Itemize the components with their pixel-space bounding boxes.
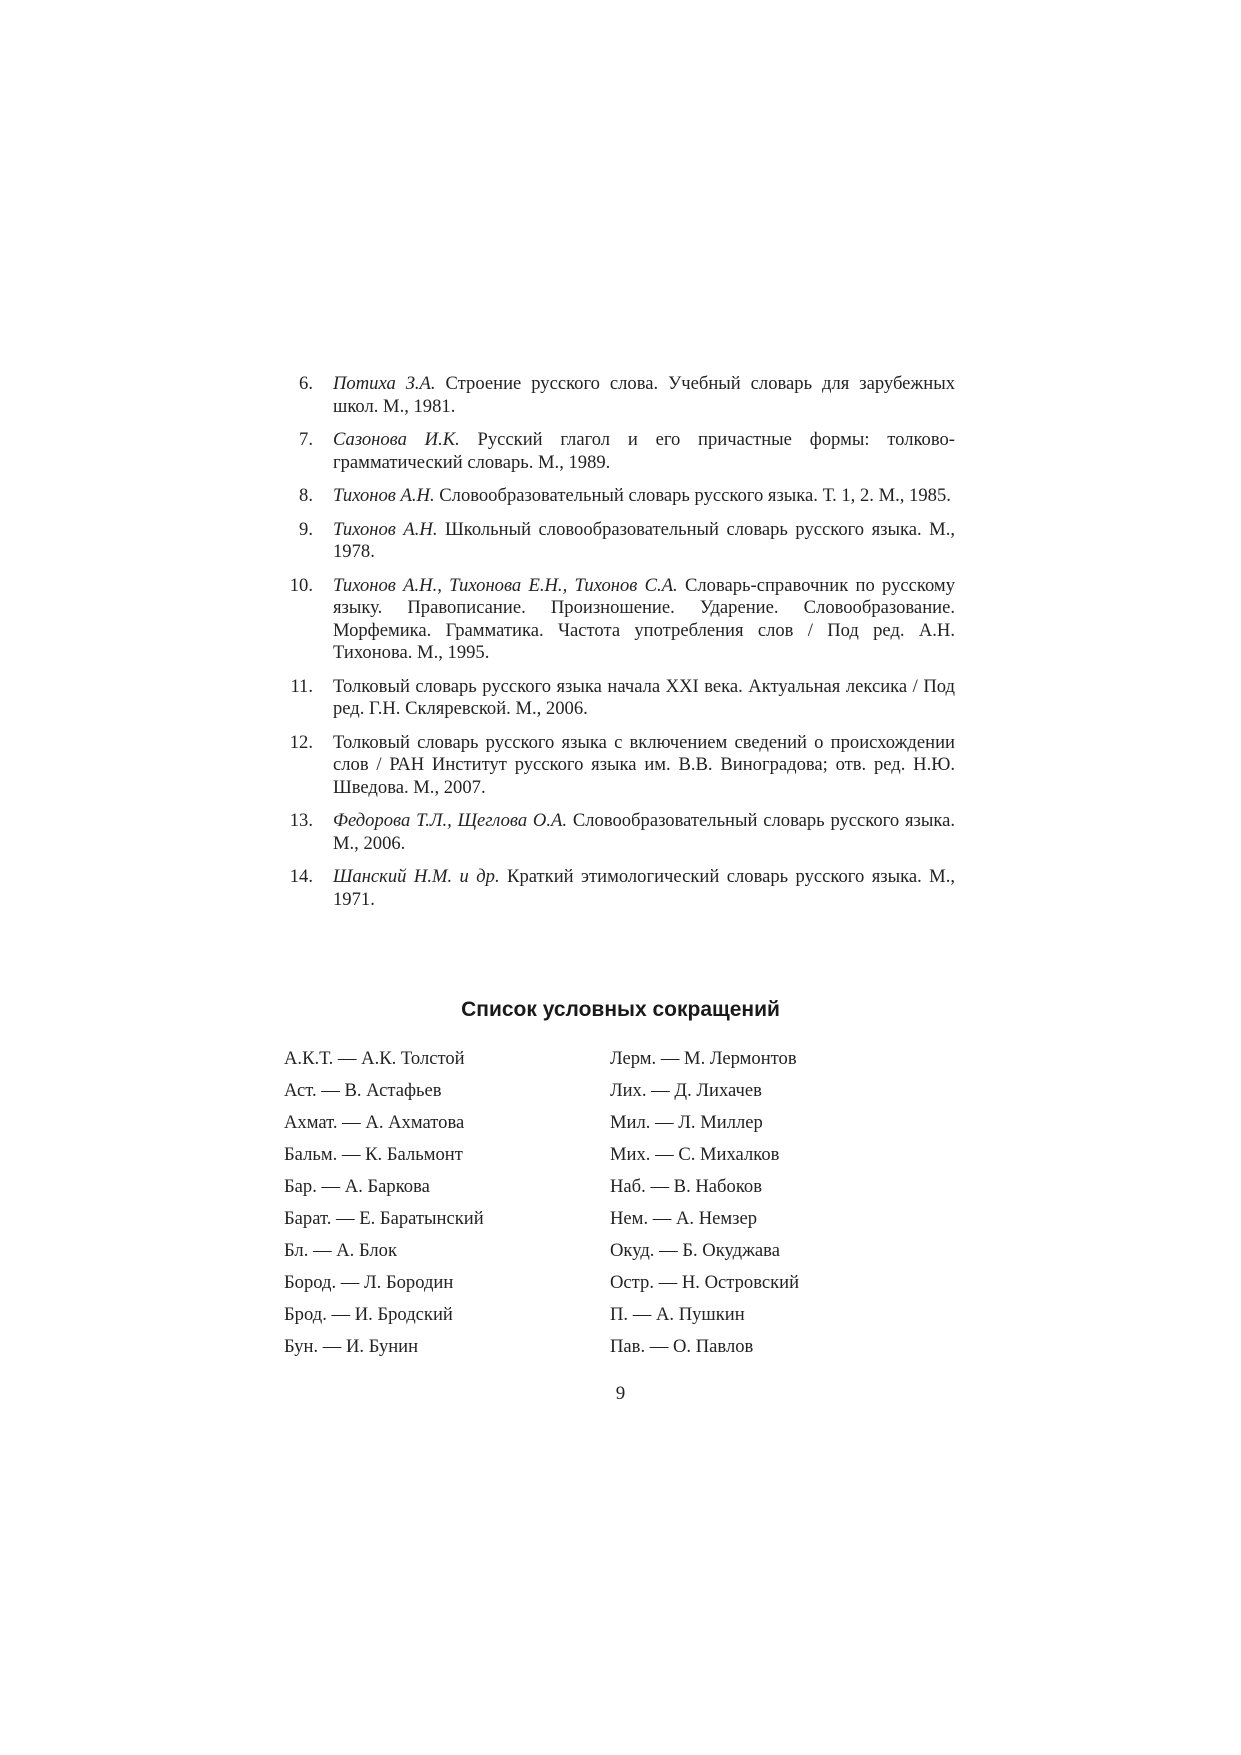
abbreviations-column-right — [610, 1048, 799, 1368]
reference-text: Толковый словарь русского языка начала XXI века. Актуальная лексика / Под ред. Г.Н. Скляревской. М., 2006. — [333, 675, 955, 719]
reference-text: Краткий этимологический словарь русского языка. М., 1971. — [333, 866, 956, 910]
abbreviation-item: Бар. — А. Баркова — [284, 1176, 430, 1197]
abbreviation-item: Мил. — Л. Миллер — [610, 1112, 763, 1133]
reference-author: Сазонова И.К. — [333, 429, 460, 450]
abbreviation-item: Бл. — А. Блок — [284, 1240, 398, 1261]
reference-text: Словообразовательный словарь русского языка. М., 2006. — [333, 810, 955, 854]
reference-text: Словарь-справочник по русскому языку. Правописание. Произношение. Ударение. Словообразование. Морфемика. Грамматика. Частота употребления слов / Под ред. А.Н. Тихонова. М., 1995. — [333, 574, 955, 663]
reference-item — [285, 575, 955, 665]
reference-author: Тихонов А.Н. — [333, 518, 438, 540]
abbreviation-item: Барат. — Е. Баратынский — [284, 1208, 484, 1229]
reference-list — [285, 373, 955, 922]
abbreviations-column-left — [284, 1048, 484, 1368]
reference-number: 9. — [299, 518, 313, 540]
abbreviation-item: Бальм. — К. Бальмонт — [284, 1144, 463, 1165]
abbreviation-item: Ахмат. — А. Ахматова — [284, 1112, 465, 1133]
reference-number: 8. — [299, 485, 313, 506]
abbreviation-item: Брод. — И. Бродский — [284, 1304, 453, 1325]
abbreviation-item: Лерм. — М. Лермонтов — [610, 1048, 797, 1069]
reference-number: 12. — [289, 731, 313, 753]
reference-text: Словообразовательный словарь русского языка. Т. 1, 2. М., 1985. — [434, 485, 951, 506]
reference-item — [285, 373, 955, 418]
reference-item — [285, 519, 955, 564]
reference-author: Тихонов А.Н. — [333, 485, 435, 506]
abbreviation-item: Нем. — А. Немзер — [610, 1208, 758, 1229]
reference-number: 10. — [289, 574, 313, 596]
reference-text: Строение русского слова. Учебный словарь для зарубежных школ. М., 1981. — [333, 373, 955, 417]
reference-item — [285, 485, 955, 508]
page-number: 9 — [615, 1383, 626, 1404]
reference-text: Русский глагол и его причастные формы: толково-грамматический словарь. М., 1989. — [333, 429, 955, 473]
abbreviation-item: Наб. — В. Набоков — [610, 1176, 762, 1197]
reference-item — [285, 429, 955, 474]
abbreviation-item: Окуд. — Б. Окуджава — [610, 1240, 780, 1261]
reference-number: 7. — [299, 429, 313, 450]
reference-number: 14. — [289, 866, 313, 887]
abbreviation-item: А.К.Т. — А.К. Толстой — [284, 1048, 465, 1069]
abbreviation-item: Бун. — И. Бунин — [284, 1336, 419, 1357]
reference-number: 6. — [299, 373, 313, 394]
abbreviation-item: Остр. — Н. Островский — [610, 1272, 800, 1293]
reference-item — [285, 810, 955, 855]
reference-author: Тихонов А.Н., Тихонова Е.Н., Тихонов С.А. — [333, 574, 678, 596]
abbreviations-title: Список условных сокращений — [461, 998, 780, 1021]
reference-text: Школьный словообразовательный словарь русского языка. М., 1978. — [333, 518, 955, 562]
abbreviation-item: Лих. — Д. Лихачев — [610, 1080, 762, 1101]
reference-number: 13. — [289, 810, 313, 831]
reference-item — [285, 866, 955, 911]
reference-text: Толковый словарь русского языка с включением сведений о происхождении слов / РАН Институт русского языка им. В.В. Виноградова; отв. ред. Н.Ю. Шведова. М., 2007. — [333, 731, 955, 798]
reference-item — [285, 732, 955, 800]
reference-author: Шанский Н.М. и др. — [333, 866, 500, 887]
reference-number: 11. — [290, 675, 313, 697]
abbreviation-item: Аст. — В. Астафьев — [284, 1080, 442, 1101]
abbreviation-item: Бород. — Л. Бородин — [284, 1272, 454, 1293]
reference-author: Потиха З.А. — [333, 373, 436, 394]
abbreviation-item: Пав. — О. Павлов — [610, 1336, 754, 1357]
abbreviation-item: П. — А. Пушкин — [610, 1304, 745, 1325]
abbreviation-item: Мих. — С. Михалков — [610, 1144, 780, 1165]
reference-item — [285, 676, 955, 721]
reference-author: Федорова Т.Л., Щеглова О.А. — [333, 810, 568, 831]
